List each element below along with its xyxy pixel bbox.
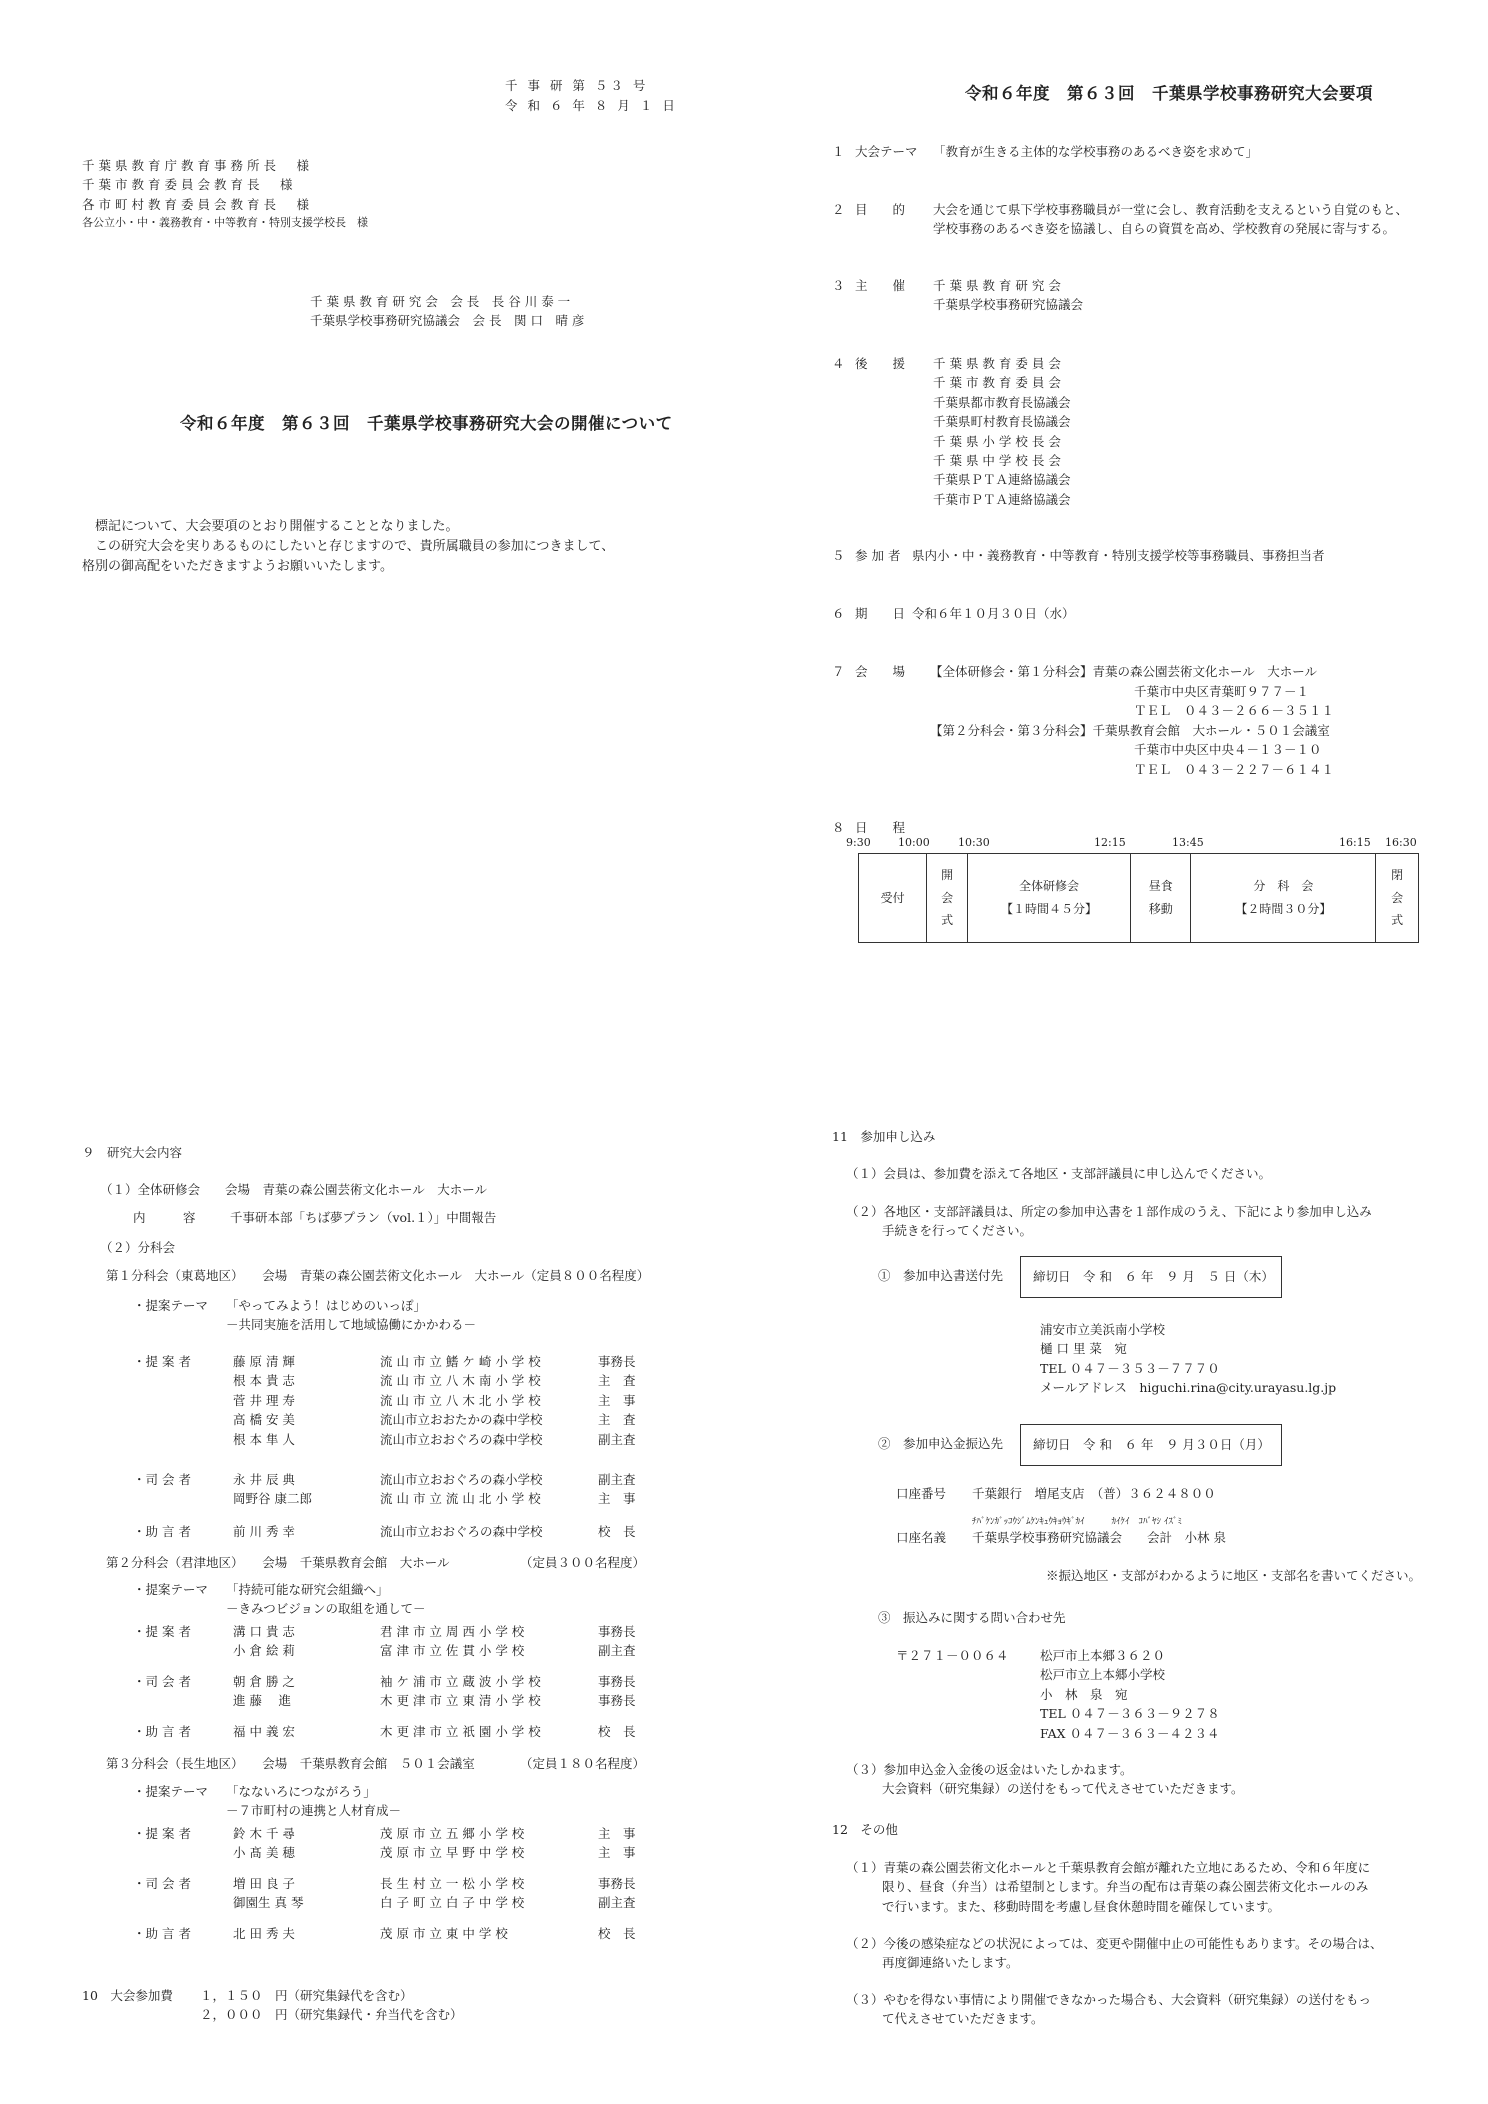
school-name: 流 山 市 立 八 木 南 小 学 校 — [380, 1373, 541, 1389]
position: 主 査 — [598, 1373, 636, 1389]
theme-title: 「持続可能な研究会組織へ」 — [226, 1582, 389, 1597]
postal-code: 〒２７１－００６４ — [896, 1648, 1009, 1663]
sender: 千 葉 県 教 育 研 究 会 会 長 長 谷 川 泰 一 — [310, 294, 571, 309]
person-name: 根 本 隼 人 — [233, 1431, 295, 1447]
fee-label: 10 大会参加費 — [82, 1988, 173, 2003]
theme — [226, 1296, 476, 1335]
phone-line: TEL ０４７－３５３－７７７０ — [1040, 1360, 1220, 1376]
theme — [226, 1580, 426, 1619]
body-paragraph: 標記について、大会要項のとおり開催することとなりました。 — [95, 519, 459, 534]
theme-title: 「なないろにつながろう」 — [226, 1784, 376, 1799]
breakout-heading: 第１分科会（東葛地区） 会場 青葉の森公園芸術文化ホール 大ホール（定員８００名程度） — [106, 1268, 650, 1283]
school-name: 木 更 津 市 立 東 清 小 学 校 — [380, 1693, 541, 1709]
contact-label: ③ 振込みに関する問い合わせ先 — [878, 1610, 1066, 1625]
paragraph — [846, 1760, 1244, 1799]
school-names — [380, 1874, 524, 1913]
breakout-capacity: （定員１８０名程度） — [520, 1756, 646, 1771]
value-line: 千葉県町村教育長協議会 — [933, 414, 1071, 430]
school-name: 袖 ケ 浦 市 立 蔵 波 小 学 校 — [380, 1674, 541, 1689]
position: 事務長 — [598, 1674, 636, 1689]
item-label: 期 日 — [855, 606, 906, 621]
position: 校 長 — [598, 1524, 636, 1539]
section-heading: 11 参加申し込み — [832, 1129, 936, 1144]
school-name: 流 山 市 立 流 山 北 小 学 校 — [380, 1491, 541, 1507]
item-number: １ — [832, 144, 845, 159]
school-names — [380, 1352, 543, 1449]
cell-duration: 【２時間３０分】 — [1235, 902, 1332, 916]
item-label: 目 的 — [855, 202, 906, 217]
recipient: 各市町村教育委員会教育長 様 — [82, 196, 314, 212]
breakout-heading: 第３分科会（長生地区） 会場 千葉県教育会館 ５０１会議室 — [106, 1756, 475, 1771]
position: 事務長 — [598, 1624, 636, 1639]
position: 主 事 — [598, 1845, 636, 1861]
item-number: ７ — [832, 664, 845, 679]
phone-line: TEL ０４７－３６３－９２７８ — [1040, 1706, 1220, 1722]
person-name: 北 田 秀 夫 — [233, 1926, 295, 1941]
address-line: 浦安市立美浜南小学校 — [1040, 1322, 1166, 1337]
account-name: 千葉県学校事務研究協議会 会計 小林 泉 — [972, 1530, 1226, 1545]
role-label: ・助 言 者 — [133, 1724, 191, 1739]
page-title: 令和６年度 第６３回 千葉県学校事務研究大会の開催について — [180, 414, 673, 433]
value-line: 千 葉 県 中 学 校 長 会 — [933, 452, 1061, 468]
item-value — [930, 662, 1334, 779]
cell-text: 昼食 — [1148, 879, 1173, 894]
item-value — [933, 276, 1083, 315]
address-line: 小 林 泉 宛 — [1040, 1686, 1128, 1702]
school-name: 流山市立おおぐろの森中学校 — [380, 1524, 543, 1539]
breakout-capacity: （定員３００名程度） — [520, 1555, 646, 1570]
position-names — [598, 1672, 636, 1711]
school-name: 富 津 市 立 佐 貫 小 学 校 — [380, 1643, 525, 1659]
theme — [226, 1782, 401, 1821]
document-date: 令 和 ６ 年 ８ 月 １ 日 — [505, 98, 678, 113]
position: 副主査 — [598, 1895, 636, 1911]
theme-subtitle: －７市町村の連携と人材育成－ — [226, 1803, 402, 1819]
school-name: 流山市立おおぐろの森小学校 — [380, 1472, 543, 1487]
item-number: ５ — [832, 548, 845, 563]
value-line: 学校事務のあるべき姿を協議し、自らの資質を高め、学校教育の発展に寄与する。 — [933, 221, 1396, 237]
cell-text: 全体研修会 — [1019, 879, 1080, 894]
paragraph-line: （３）やむを得ない事情により開催できなかった場合も、大会資料（研究集録）の送付をもっ — [846, 1992, 1372, 2007]
item-number: ４ — [832, 356, 845, 371]
deadline-box: 締切日 令 和 ６ 年 ９ 月３０日（月） — [1020, 1424, 1282, 1466]
item-number: ３ — [832, 278, 845, 293]
theme-subtitle: －共同実施を活用して地域協働にかかわる－ — [226, 1317, 477, 1333]
schedule-time: 10:00 — [898, 836, 930, 849]
position: 主 事 — [598, 1392, 636, 1408]
paragraph-line: 手続きを行ってください。 — [882, 1223, 1033, 1239]
schedule-time: 16:30 — [1385, 836, 1417, 849]
value-line: 千葉市中央区青葉町９７７－１ — [1134, 683, 1310, 699]
subsection-heading: （２）分科会 — [100, 1240, 176, 1255]
email-line: メールアドレス higuchi.rina@city.urayasu.lg.jp — [1040, 1380, 1337, 1396]
item-label: 大会テーマ — [855, 144, 918, 159]
schedule-cell-opening — [927, 854, 968, 943]
position: 副主査 — [598, 1472, 636, 1487]
transfer-note: ※振込地区・支部がわかるように地区・支部名を書いてください。 — [1046, 1568, 1422, 1583]
position: 主 事 — [598, 1491, 636, 1507]
item-label: 日 程 — [855, 820, 906, 835]
position-names — [598, 1470, 636, 1509]
person-name: 溝 口 貴 志 — [233, 1624, 295, 1639]
contact-address — [1040, 1320, 1336, 1398]
school-name: 白 子 町 立 白 子 中 学 校 — [380, 1895, 525, 1911]
value-line: 千 葉 県 小 学 校 長 会 — [933, 433, 1061, 449]
position: 事務長 — [598, 1693, 636, 1709]
item-value — [933, 354, 1071, 509]
paragraph-line: 再度御連絡いたします。 — [882, 1955, 1019, 1971]
role-label: ・助 言 者 — [133, 1524, 191, 1539]
position-names — [598, 1874, 636, 1913]
school-name: 流 山 市 立 八 木 北 小 学 校 — [380, 1392, 541, 1408]
schedule-cell-plenary — [967, 854, 1130, 943]
role-label: ・提 案 者 — [133, 1826, 191, 1841]
schedule-cell-lunch — [1131, 854, 1191, 943]
section-heading: ９ 研究大会内容 — [82, 1145, 183, 1160]
cover-body — [82, 517, 614, 577]
cell-text: 移動 — [1148, 902, 1173, 916]
person-name: 前 川 秀 幸 — [233, 1524, 295, 1539]
person-name: 根 本 貴 志 — [233, 1373, 295, 1389]
schedule-time: 10:30 — [958, 836, 990, 849]
theme-label: ・提案テーマ — [133, 1582, 209, 1597]
theme-title: 「やってみよう！はじめのいっぽ」 — [226, 1298, 427, 1313]
paragraph-line: （２）今後の感染症などの状況によっては、変更や開催中止の可能性もあります。その場合は、 — [846, 1936, 1383, 1951]
paragraph — [846, 1202, 1372, 1241]
position: 副主査 — [598, 1643, 636, 1659]
theme-label: ・提案テーマ — [133, 1784, 209, 1799]
paragraph-line: て代えさせていただきます。 — [882, 2011, 1044, 2027]
account-name-ruby: ﾁﾊﾞｹﾝｶﾞｯｺｳｼﾞﾑｹﾝｷｭｳｷｮｳｷﾞｶｲ ｶｲｹｲ ｺﾊﾞﾔｼ ｲｽﾞﾐ — [972, 1517, 1182, 1527]
person-name: 小 倉 絵 莉 — [233, 1643, 295, 1659]
fee-item: １，１５０ 円（研究集録代を含む） — [200, 1988, 413, 2003]
cell-duration: 【１時間４５分】 — [1001, 902, 1098, 916]
breakout-heading: 第２分科会（君津地区） 会場 千葉県教育会館 大ホール — [106, 1555, 450, 1570]
paragraph-line: （１）青葉の森公園芸術文化ホールと千葉県教育会館が離れた立地にあるため、令和６年度に — [846, 1860, 1371, 1875]
subsection-heading: （１）全体研修会 会場 青葉の森公園芸術文化ホール 大ホール — [100, 1182, 488, 1197]
school-name: 茂 原 市 立 東 中 学 校 — [380, 1926, 508, 1941]
position-names — [598, 1824, 636, 1863]
account-name-label: 口座名義 — [896, 1530, 947, 1545]
position: 主 事 — [598, 1826, 636, 1841]
address-line: 樋 口 里 菜 宛 — [1040, 1341, 1127, 1357]
item-value: 「教育が生きる主体的な学校事務のあるべき姿を求めて」 — [933, 144, 1259, 159]
paragraph: （１）会員は、参加費を添えて各地区・支部評議員に申し込んでください。 — [846, 1166, 1272, 1181]
role-label: ・司 会 者 — [133, 1876, 191, 1891]
value-line: 千 葉 県 教 育 委 員 会 — [933, 356, 1061, 371]
person-name: 増 田 良 子 — [233, 1876, 295, 1891]
school-name: 流山市立おおたかの森中学校 — [380, 1412, 543, 1428]
school-name: 茂 原 市 立 早 野 中 学 校 — [380, 1845, 525, 1861]
field-label: 内 容 — [133, 1210, 196, 1225]
role-label: ・司 会 者 — [133, 1674, 191, 1689]
school-name: 木 更 津 市 立 祇 園 小 学 校 — [380, 1724, 541, 1739]
role-label: ・助 言 者 — [133, 1926, 191, 1941]
value-line: 千葉県学校事務研究協議会 — [933, 297, 1084, 313]
paragraph-line: 大会資料（研究集録）の送付をもって代えさせていただきます。 — [882, 1781, 1244, 1797]
value-line: ＴＥＬ ０４３－２２７－６１４１ — [1134, 761, 1335, 777]
sender-list — [310, 292, 584, 331]
cell-text: 分 科 会 — [1253, 879, 1314, 894]
school-name: 流 山 市 立 鰭 ケ 崎 小 学 校 — [380, 1354, 541, 1369]
position-names — [598, 1352, 636, 1449]
person-names — [233, 1672, 295, 1711]
document-number: 千 事 研 第 ５３ 号 — [505, 78, 649, 93]
school-name: 茂 原 市 立 五 郷 小 学 校 — [380, 1826, 525, 1841]
item-label: 会 場 — [855, 664, 906, 679]
school-name: 君 津 市 立 周 西 小 学 校 — [380, 1624, 525, 1639]
schedule-time: 13:45 — [1172, 836, 1204, 849]
value-line: 千 葉 市 教 育 委 員 会 — [933, 375, 1061, 391]
paragraph-line: （２）各地区・支部評議員は、所定の参加申込書を１部作成のうえ、下記により参加申し込み — [846, 1204, 1372, 1219]
person-name: 進 藤 進 — [233, 1693, 291, 1709]
person-name: 岡野谷 康二郎 — [233, 1491, 312, 1507]
fee-list — [200, 1986, 463, 2025]
value-line: 千葉市中央区中央４－１３－１０ — [1134, 742, 1322, 757]
value-line: 大会を通じて県下学校事務職員が一堂に会し、教育活動を支えるという自覚のもと、 — [933, 202, 1409, 217]
body-paragraph: この研究大会を実りあるものにしたいと存じますので、貴所属職員の参加につきまして、 — [95, 539, 615, 555]
recipient: 各公立小・中・義務教育・中等教育・特別支援学校長 様 — [82, 216, 368, 230]
position: 校 長 — [598, 1926, 636, 1941]
school-name: 流山市立おおぐろの森中学校 — [380, 1431, 543, 1447]
school-names — [380, 1622, 524, 1661]
person-name: 菅 井 理 寿 — [233, 1392, 295, 1408]
person-names — [233, 1824, 295, 1863]
field-value: 千事研本部「ちば夢プラン（vol.１）」中間報告 — [230, 1210, 497, 1225]
person-name: 朝 倉 勝 之 — [233, 1674, 295, 1689]
body-paragraph: 格別の御高配をいただきますようお願いいたします。 — [82, 559, 393, 575]
value-line: 【第２分科会・第３分科会】千葉県教育会館 大ホール・５０１会議室 — [930, 722, 1330, 738]
item-label: 後 援 — [855, 356, 906, 371]
person-name: 鈴 木 千 尋 — [233, 1826, 295, 1841]
theme-label: ・提案テーマ — [133, 1298, 209, 1313]
position: 副主査 — [598, 1431, 636, 1447]
person-name: 永 井 辰 典 — [233, 1472, 295, 1487]
person-name: 小 髙 美 穂 — [233, 1845, 295, 1861]
paragraph — [846, 1934, 1383, 1973]
recipient: 千葉県教育庁教育事務所長 様 — [82, 158, 314, 173]
item-label: 参 加 者 — [855, 548, 901, 563]
fee-item: ２，０００ 円（研究集録代・弁当代を含む） — [200, 2007, 463, 2023]
paragraph — [846, 1990, 1371, 2029]
school-names — [380, 1672, 541, 1711]
item-value: 令和６年１０月３０日（水） — [912, 606, 1075, 621]
paragraph — [846, 1858, 1370, 1916]
fax-line: FAX ０４７－３６３－４２３４ — [1040, 1725, 1220, 1741]
address-line: 松戸市立上本郷小学校 — [1040, 1667, 1166, 1683]
item-number: ２ — [832, 202, 845, 217]
account-number-label: 口座番号 — [896, 1486, 947, 1501]
section-heading: 12 その他 — [832, 1822, 898, 1837]
recipient: 千葉市教育委員会教育長 様 — [82, 177, 297, 193]
item-value: 県内小・中・義務教育・中等教育・特別支援学校等事務職員、事務担当者 — [912, 548, 1325, 563]
position: 校 長 — [598, 1724, 636, 1739]
person-names — [233, 1470, 312, 1509]
position: 主 査 — [598, 1412, 636, 1428]
value-line: 千葉県ＰＴＡ連絡協議会 — [933, 472, 1071, 488]
recipient-list — [82, 156, 368, 231]
position: 事務長 — [598, 1354, 636, 1369]
paragraph-line: 限り、昼食（弁当）は希望制とします。弁当の配布は青葉の森公園芸術文化ホールのみ — [882, 1879, 1369, 1895]
schedule-cell-breakout — [1191, 854, 1376, 943]
program-title: 令和６年度 第６３回 千葉県学校事務研究大会要項 — [965, 84, 1373, 103]
value-line: 千 葉 県 教 育 研 究 会 — [933, 278, 1061, 293]
schedule-cell-closing — [1376, 854, 1419, 943]
school-names — [380, 1470, 543, 1509]
account-number: 千葉銀行 増尾支店 （普）３６２４８００ — [972, 1486, 1216, 1501]
person-name: 御園生 真 琴 — [233, 1895, 304, 1911]
item-number: ８ — [832, 820, 845, 835]
theme-subtitle: －きみつビジョンの取組を通して－ — [226, 1601, 426, 1617]
cell-text: 閉会式 — [1391, 867, 1404, 928]
value-line: ＴＥＬ ０４３－２６６－３５１１ — [1134, 703, 1335, 718]
item-number: ６ — [832, 606, 845, 621]
person-names — [233, 1622, 295, 1661]
role-label: ・司 会 者 — [133, 1472, 191, 1487]
sender: 千葉県学校事務研究協議会 会 長 関 口 晴 彦 — [310, 313, 585, 329]
person-names — [233, 1874, 303, 1913]
schedule-time: 16:15 — [1339, 836, 1371, 849]
person-name: 福 中 義 宏 — [233, 1724, 295, 1739]
position-names — [598, 1622, 636, 1661]
position: 事務長 — [598, 1876, 636, 1891]
deadline-box: 締切日 令 和 ６ 年 ９ 月 ５ 日（木） — [1020, 1256, 1282, 1298]
paragraph-line: で行います。また、移動時間を考慮し昼食休憩時間を確保しています。 — [882, 1898, 1281, 1914]
contact-label: ② 参加申込金振込先 — [878, 1436, 1004, 1451]
item-value — [933, 200, 1408, 239]
schedule-cell-reception: 受付 — [859, 854, 927, 943]
person-name: 高 橋 安 美 — [233, 1412, 295, 1428]
role-label: ・提 案 者 — [133, 1624, 191, 1639]
value-line: 【全体研修会・第１分科会】青葉の森公園芸術文化ホール 大ホール — [930, 664, 1318, 679]
paragraph-line: （３）参加申込金入金後の返金はいたしかねます。 — [846, 1762, 1133, 1777]
role-label: ・提 案 者 — [133, 1354, 191, 1369]
address-line: 松戸市上本郷３６２０ — [1040, 1648, 1166, 1663]
schedule-table — [858, 853, 1419, 943]
school-name: 長 生 村 立 一 松 小 学 校 — [380, 1876, 525, 1891]
cell-text: 開会式 — [941, 867, 954, 928]
value-line: 千葉市ＰＴＡ連絡協議会 — [933, 491, 1071, 507]
contact-label: ① 参加申込書送付先 — [878, 1268, 1004, 1283]
schedule-time: 9:30 — [846, 836, 871, 849]
value-line: 千葉県都市教育長協議会 — [933, 394, 1071, 410]
item-label: 主 催 — [855, 278, 906, 293]
person-names — [233, 1352, 295, 1449]
schedule-time: 12:15 — [1094, 836, 1126, 849]
school-names — [380, 1824, 524, 1863]
inquiry-address — [1040, 1646, 1220, 1743]
person-name: 藤 原 清 輝 — [233, 1354, 295, 1369]
